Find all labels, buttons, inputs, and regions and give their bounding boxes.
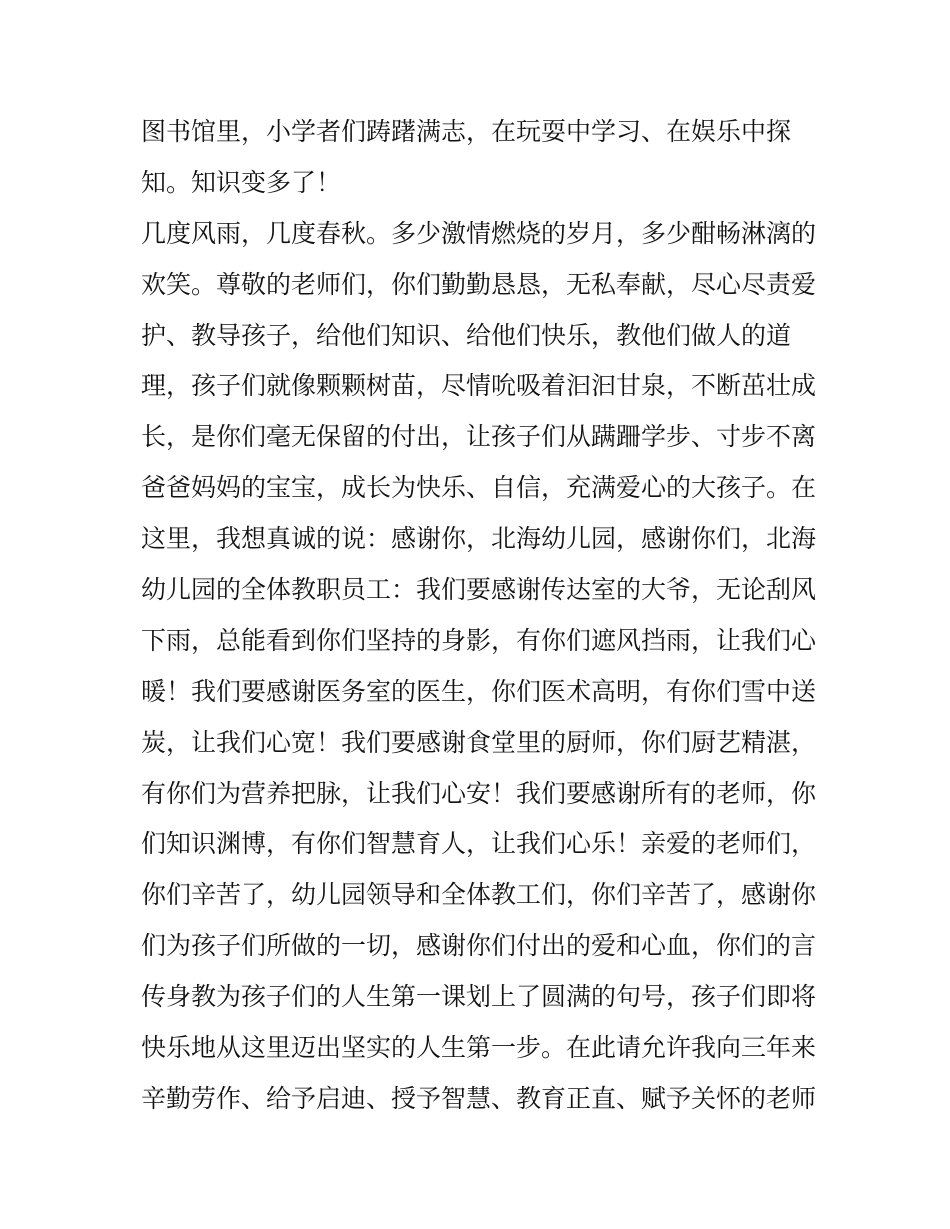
text-line: 几度风雨，几度春秋。多少激情燃烧的岁月，多少酣畅淋漓的 <box>141 218 817 248</box>
text-line: 有你们为营养把脉，让我们心安！我们要感谢所有的老师，你 <box>141 778 817 808</box>
text-line: 你们辛苦了，幼儿园领导和全体教工们，你们辛苦了，感谢你 <box>141 880 817 910</box>
text-line: 爸爸妈妈的宝宝，成长为快乐、自信，充满爱心的大孩子。在 <box>141 473 817 503</box>
text-line: 们为孩子们所做的一切，感谢你们付出的爱和心血，你们的言 <box>141 931 817 961</box>
text-line: 知。知识变多了！ <box>141 167 342 197</box>
text-line: 炭，让我们心宽！我们要感谢食堂里的厨师，你们厨艺精湛， <box>141 727 817 757</box>
text-line: 下雨，总能看到你们坚持的身影，有你们遮风挡雨，让我们心 <box>141 625 817 655</box>
text-line: 护、教导孩子，给他们知识、给他们快乐，教他们做人的道 <box>141 320 792 350</box>
text-line: 幼儿园的全体教职员工：我们要感谢传达室的大爷，无论刮风 <box>141 575 817 605</box>
text-line: 暖！我们要感谢医务室的医生，你们医术高明，有你们雪中送 <box>141 676 817 706</box>
text-line: 欢笑。尊敬的老师们，你们勤勤恳恳，无私奉献，尽心尽责爱 <box>141 269 817 299</box>
text-line: 快乐地从这里迈出坚实的人生第一步。在此请允许我向三年来 <box>141 1033 817 1063</box>
text-line: 传身教为孩子们的人生第一课划上了圆满的句号，孩子们即将 <box>141 982 817 1012</box>
text-line: 长，是你们毫无保留的付出，让孩子们从蹒跚学步、寸步不离 <box>141 422 817 452</box>
text-line: 们知识渊博，有你们智慧育人，让我们心乐！亲爱的老师们， <box>141 829 817 859</box>
text-line: 理，孩子们就像颗颗树苗，尽情吮吸着汩汩甘泉，不断茁壮成 <box>141 371 817 401</box>
body-text <box>141 107 821 1125</box>
text-line: 辛勤劳作、给予启迪、授予智慧、教育正直、赋予关怀的老师 <box>141 1083 817 1113</box>
text-line: 图书馆里，小学者们踌躇满志，在玩耍中学习、在娱乐中探 <box>141 117 792 146</box>
text-line: 这里，我想真诚的说：感谢你，北海幼儿园，感谢你们，北海 <box>141 524 817 554</box>
